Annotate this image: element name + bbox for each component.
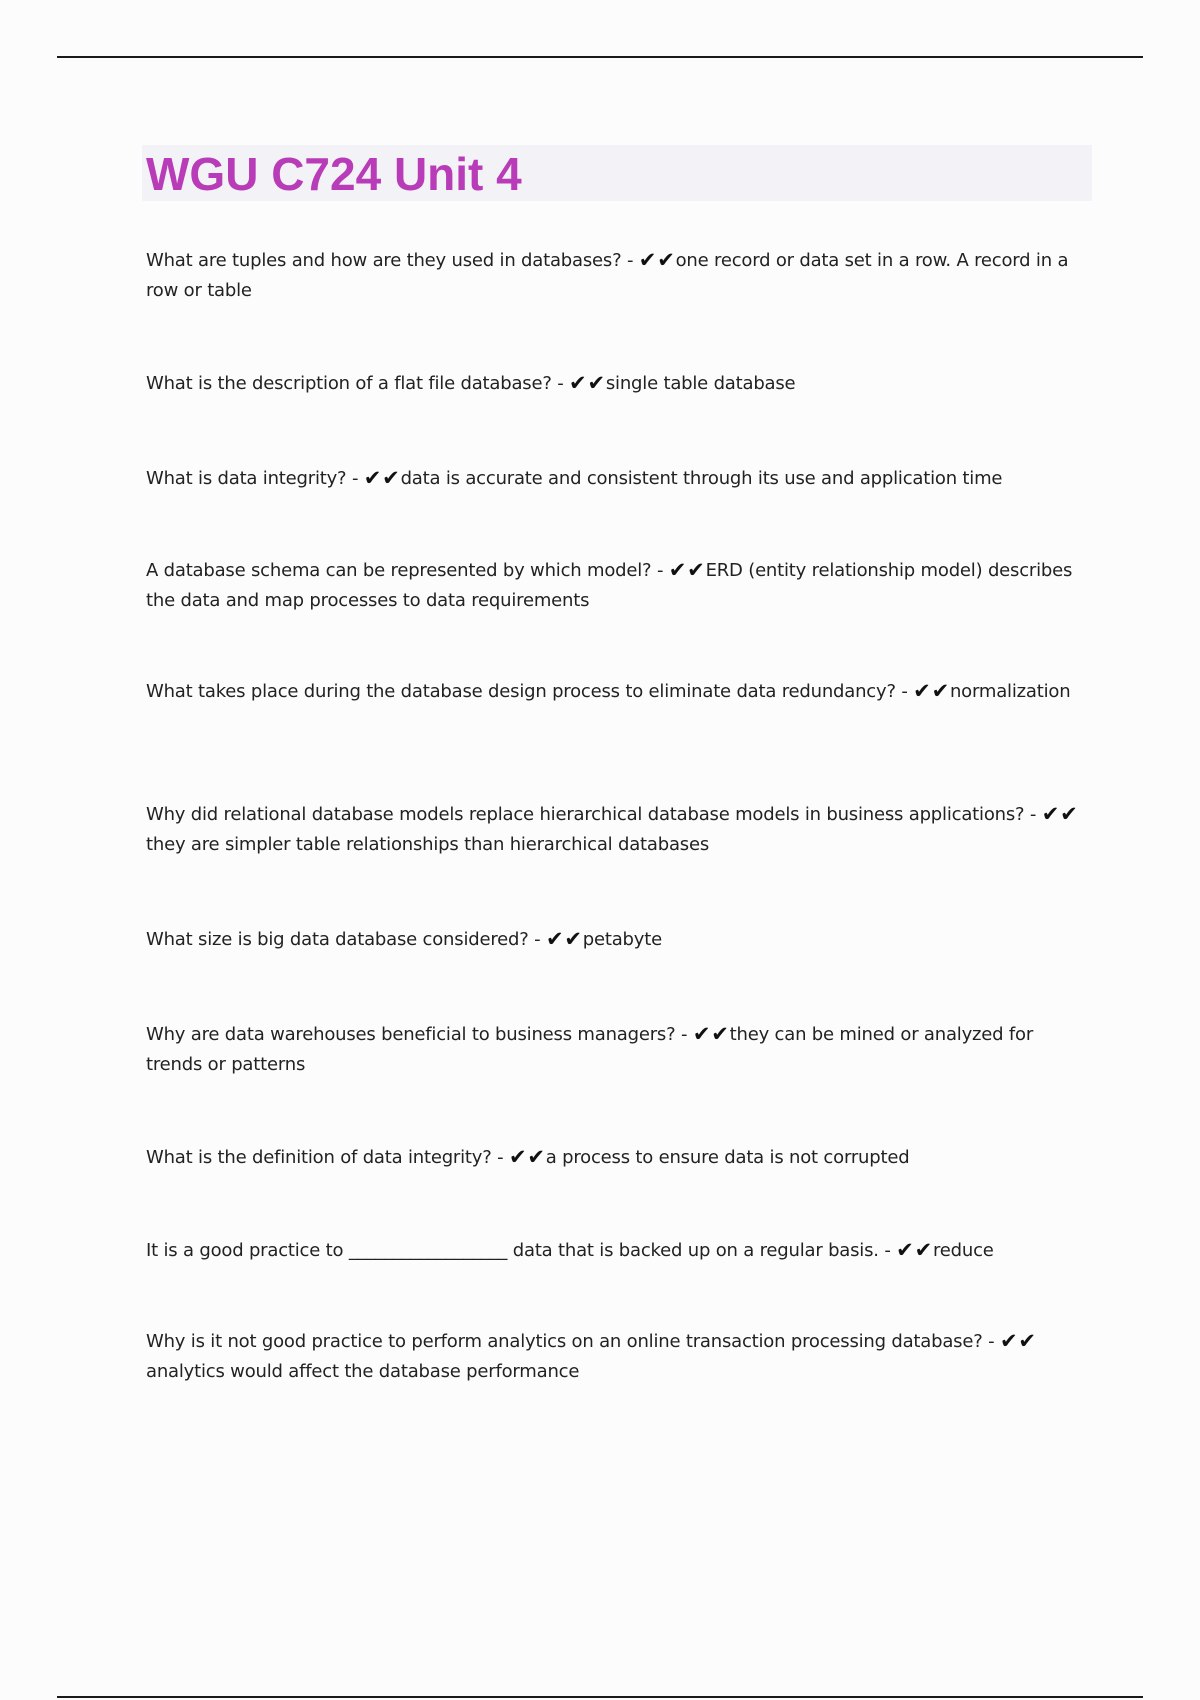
checkmark-icon: ✔ [914,1238,932,1262]
qa-item [146,676,1091,707]
checkmark-icon: ✔ [913,679,931,703]
checkmark-icon: ✔ [931,679,949,703]
question-answer-separator: - [651,560,669,581]
question-answer-separator: - [675,1024,693,1045]
qa-item [146,368,1091,399]
question-answer-separator: - [491,1147,509,1168]
question-text: Why did relational database models replace hierarchical database models in business applications? [146,804,1025,825]
qa-item [146,245,1091,306]
top-rule [57,56,1143,58]
qa-item [146,555,1091,616]
checkmark-icon: ✔ [382,466,400,490]
checkmark-icon: ✔ [1041,802,1060,826]
answer-text: single table database [605,373,796,394]
question-text: Why is it not good practice to perform analytics on an online transaction processing database? [146,1331,983,1352]
question-answer-separator: - [982,1331,1000,1352]
checkmark-icon: ✔ [687,558,705,582]
answer-text: normalization [949,681,1071,702]
qa-item [146,1326,1091,1387]
checkmark-icon: ✔ [668,558,687,582]
answer-text: a process to ensure data is not corrupted [545,1147,910,1168]
answer-text: petabyte [582,929,662,950]
checkmark-icon: ✔ [527,1145,545,1169]
question-answer-separator: - [895,681,914,702]
answer-text: one record or data set in a row. A record in a row or table [146,250,1069,301]
answer-text: ERD (entity relationship model) describes the data and map processes to data requirements [146,560,1073,611]
bottom-rule [57,1696,1143,1698]
checkmark-icon: ✔ [711,1022,729,1046]
question-text: What size is big data database considered? [146,929,529,950]
checkmark-icon: ✔ [545,927,564,951]
question-answer-separator: - [551,373,570,394]
question-text: What is the description of a flat file database? [146,373,552,394]
checkmark-icon: ✔ [1060,802,1078,826]
question-text: Why are data warehouses beneficial to business managers? [146,1024,676,1045]
checkmark-icon: ✔ [692,1022,711,1046]
question-text: What are tuples and how are they used in databases? [146,250,622,271]
checkmark-icon: ✔ [1018,1329,1036,1353]
answer-text: they are simpler table relationships than hierarchical databases [146,834,710,855]
checkmark-icon: ✔ [638,248,657,272]
question-answer-separator: - [528,929,546,950]
checkmark-icon: ✔ [569,371,587,395]
qa-item [146,924,1091,955]
question-answer-separator: - [878,1240,897,1261]
question-answer-separator: - [346,468,364,489]
checkmark-icon: ✔ [564,927,582,951]
checkmark-icon: ✔ [657,248,675,272]
checkmark-icon: ✔ [363,466,382,490]
answer-text: reduce [932,1240,994,1261]
qa-item [146,1235,1091,1266]
question-answer-separator: - [621,250,639,271]
answer-text: analytics would affect the database performance [146,1361,580,1382]
question-answer-separator: - [1024,804,1042,825]
qa-item [146,1019,1091,1080]
question-text: What is the definition of data integrity? [146,1147,492,1168]
qa-item [146,463,1091,494]
question-text: A database schema can be represented by which model? [146,560,652,581]
answer-text: data is accurate and consistent through its use and application time [400,468,1003,489]
answer-text: they can be mined or analyzed for trends or patterns [146,1024,1034,1075]
checkmark-icon: ✔ [999,1329,1018,1353]
checkmark-icon: ✔ [896,1238,914,1262]
document-title: WGU C724 Unit 4 [146,148,522,200]
qa-item [146,1142,1091,1173]
checkmark-icon: ✔ [587,371,605,395]
question-text: It is a good practice to __________________ data that is backed up on a regular basis. [146,1240,879,1261]
qa-item [146,799,1091,860]
question-text: What is data integrity? [146,468,347,489]
checkmark-icon: ✔ [508,1145,527,1169]
question-text: What takes place during the database design process to eliminate data redundancy? [146,681,896,702]
